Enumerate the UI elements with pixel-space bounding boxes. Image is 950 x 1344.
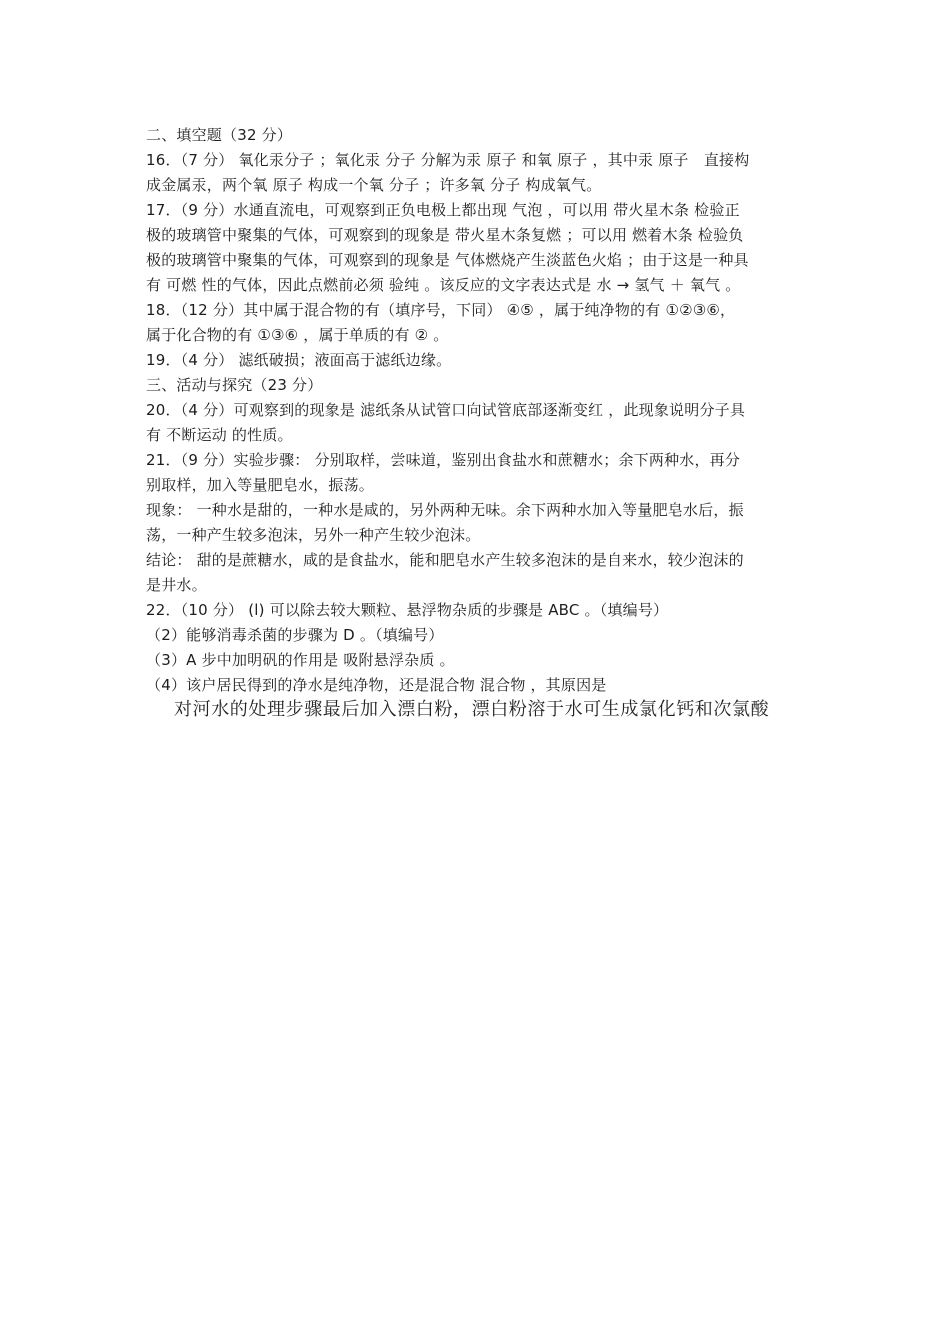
answer-22-part-2: （2）能够消毒杀菌的步骤为 D 。（填编号）	[146, 626, 444, 644]
answer-21-steps-line-2: 别取样，加入等量肥皂水，振荡。	[146, 476, 375, 494]
answer-17-line-1: 17．（9 分）水通直流电，可观察到正负电极上都出现 气泡 ，可以用 带火星木条 检验正	[146, 201, 740, 219]
answer-18-line-1: 18．（12 分）其中属于混合物的有（填序号，下同） ④⑤ ，属于纯净物的有 ①②③⑥，	[146, 301, 736, 319]
answer-20-line-2: 有 不断运动 的性质。	[146, 426, 293, 444]
section-heading-fill-in: 二、填空题（32 分）	[146, 126, 293, 144]
answer-16-line-1: 16．（7 分） 氧化汞分子 ；氧化汞 分子 分解为汞 原子 和氧 原子 ，其中汞 原子 直接构	[146, 151, 750, 169]
answer-21-conclusion-line-2: 是井水。	[146, 576, 207, 594]
answer-16-line-2: 成金属汞，两个氧 原子 构成一个氧 分子 ；许多氧 分子 构成氧气。	[146, 176, 602, 194]
answer-21-phenomenon-line-1: 现象： 一种水是甜的，一种水是咸的，另外两种无味。余下两种水加入等量肥皂水后，振	[146, 501, 744, 519]
answer-21-phenomenon-line-2: 荡，一种产生较多泡沫，另外一种产生较少泡沫。	[146, 526, 481, 544]
answer-22-part-4-continuation: 对河水的处理步骤最后加入漂白粉，漂白粉溶于水可生成氯化钙和次氯酸	[174, 699, 770, 720]
answer-19: 19．（4 分） 滤纸破损；液面高于滤纸边缘。	[146, 351, 452, 369]
answer-18-line-2: 属于化合物的有 ①③⑥ ，属于单质的有 ② 。	[146, 326, 449, 344]
answer-17-line-3: 极的玻璃管中聚集的气体，可观察到的现象是 气体燃烧产生淡蓝色火焰 ；由于这是一种具	[146, 251, 749, 269]
answer-20-line-1: 20．（4 分）可观察到的现象是 滤纸条从试管口向试管底部逐渐变红 ，此现象说明分子具	[146, 401, 746, 419]
answer-21-steps-line-1: 21．（9 分）实验步骤： 分别取样，尝味道，鉴别出食盐水和蔗糖水；余下两种水，再分	[146, 451, 741, 469]
answer-17-line-4: 有 可燃 性的气体，因此点燃前必须 验纯 。该反应的文字表达式是 水 → 氢气 ＋ 氧气 。	[146, 276, 741, 294]
answer-17-line-2: 极的玻璃管中聚集的气体，可观察到的现象是 带火星木条复燃 ；可以用 燃着木条 检验负	[146, 226, 744, 244]
answer-22-part-1: 22．（10 分） (l) 可以除去较大颗粒、悬浮物杂质的步骤是 ABC 。（填编号）	[146, 601, 669, 619]
section-heading-inquiry: 三、活动与探究（23 分）	[146, 376, 323, 394]
answer-22-part-3: （3）A 步中加明矾的作用是 吸附悬浮杂质 。	[146, 651, 455, 669]
answer-22-part-4: （4）该户居民得到的净水是纯净物，还是混合物 混合物 ，其原因是	[146, 676, 607, 694]
answer-21-conclusion-line-1: 结论： 甜的是蔗糖水，咸的是食盐水，能和肥皂水产生较多泡沫的是自来水，较少泡沫的	[146, 551, 744, 569]
